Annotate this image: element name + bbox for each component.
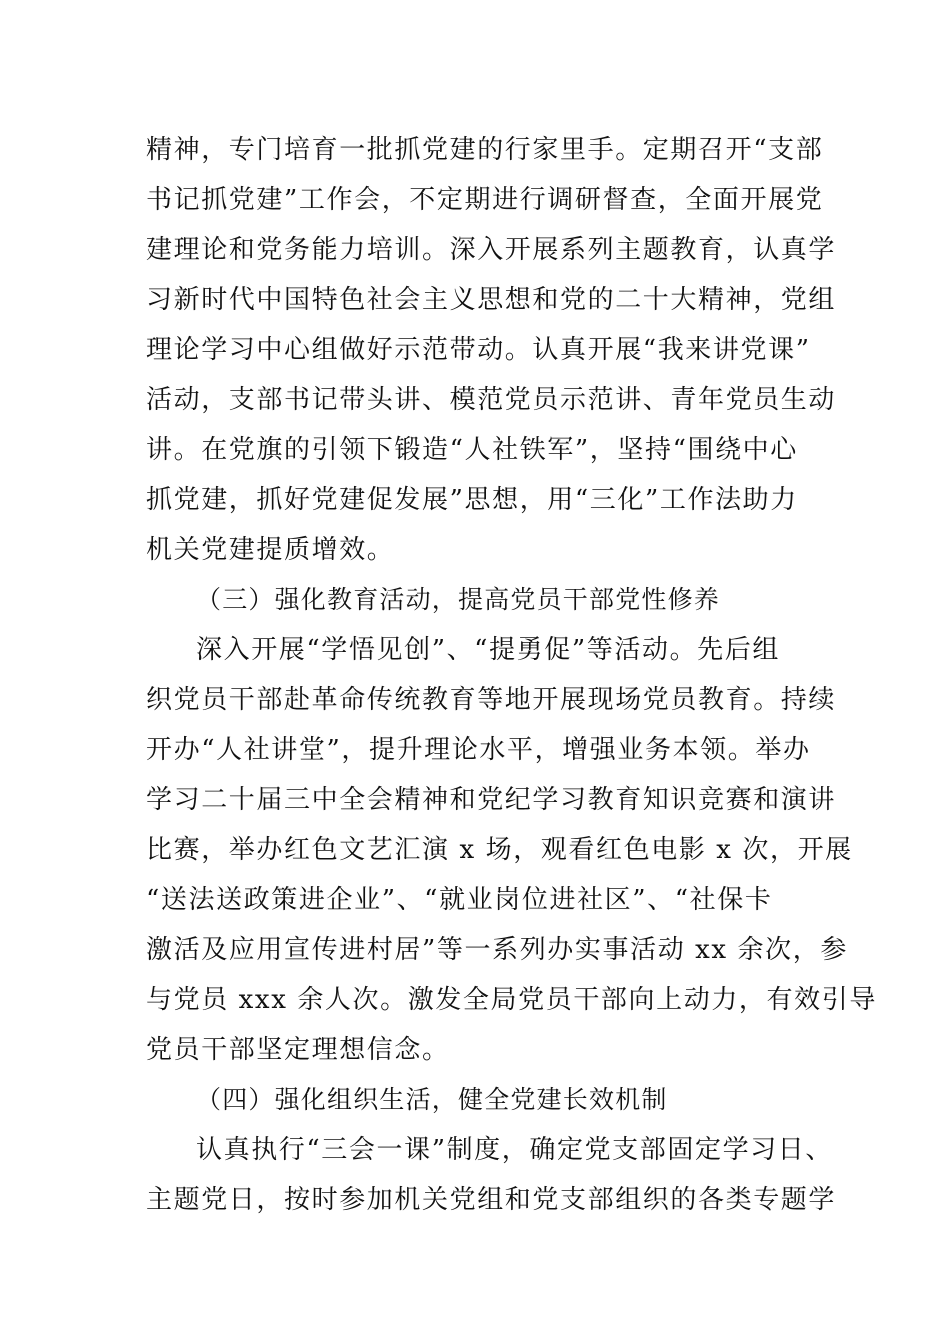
body-text-line: 精神，专门培育一批抓党建的行家里手。定期召开“支部 [146,135,824,165]
body-text-line: 党员干部坚定理想信念。 [146,1035,450,1065]
body-text-line: “送法送政策进企业”、“就业岗位进社区”、“社保卡 [146,885,773,915]
body-text-line: 讲。在党旗的引领下锻造“人社铁军”，坚持“围绕中心 [146,435,798,465]
section-heading-4: （四）强化组织生活，健全党建长效机制 [196,1085,668,1114]
body-text-line: 比赛，举办红色文艺汇演 x 场，观看红色电影 x 次，开展 [146,835,853,865]
body-text-line: 织党员干部赴革命传统教育等地开展现场党员教育。持续 [146,685,837,715]
body-text-line: 学习二十届三中全会精神和党纪学习教育知识竞赛和演讲 [146,785,837,815]
body-text-line: 活动，支部书记带头讲、模范党员示范讲、青年党员生动 [146,385,837,415]
body-text-line: 习新时代中国特色社会主义思想和党的二十大精神，党组 [146,285,837,315]
body-text-line: 开办“人社讲堂”，提升理论水平，增强业务本领。举办 [146,735,811,765]
body-text-line: 抓党建，抓好党建促发展”思想，用“三化”工作法助力 [146,485,798,515]
body-text-line: 主题党日，按时参加机关党组和党支部组织的各类专题学 [146,1185,837,1215]
section-heading-3: （三）强化教育活动，提高党员干部党性修养 [196,585,721,614]
paragraph-first-line: 深入开展“学悟见创”、“提勇促”等活动。先后组 [196,635,780,665]
paragraph-first-line: 认真执行“三会一课”制度，确定党支部固定学习日、 [196,1135,833,1165]
body-text-line: 书记抓党建”工作会，不定期进行调研督查，全面开展党 [146,185,824,215]
body-text-line: 激活及应用宣传进村居”等一系列办实事活动 xx 余次，参 [146,935,848,965]
body-text-line: 与党员 xxx 余人次。激发全局党员干部向上动力，有效引导 [146,985,877,1015]
body-text-line: 机关党建提质增效。 [146,535,395,565]
body-text-line: 建理论和党务能力培训。深入开展系列主题教育，认真学 [146,235,837,265]
body-text-line: 理论学习中心组做好示范带动。认真开展“我来讲党课” [146,335,811,365]
